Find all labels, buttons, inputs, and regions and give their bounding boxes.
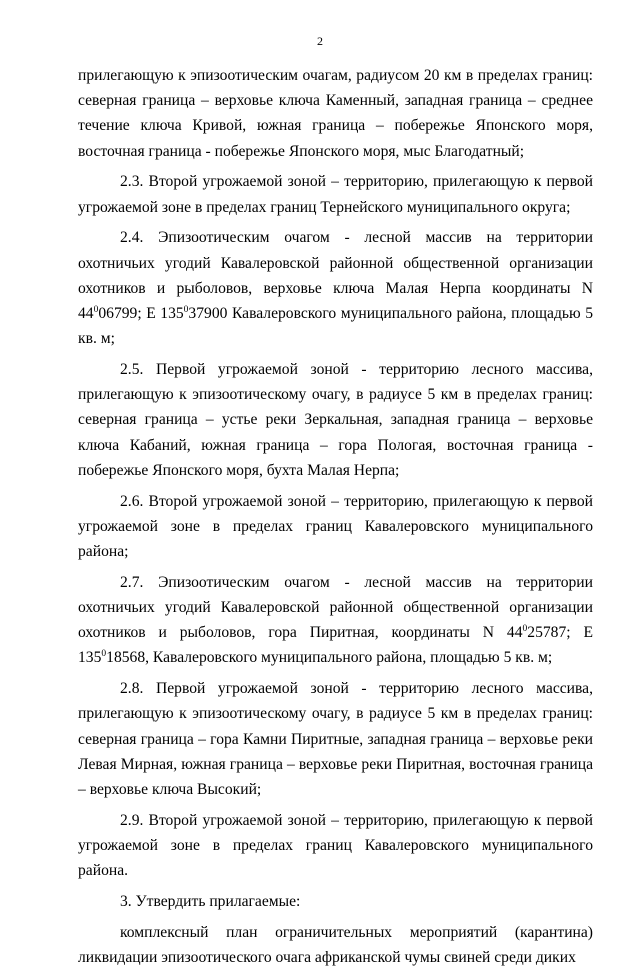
paragraph-2-7-text: 2.7. Эпизоотическим очагом - лесной массив на территории охотничьих угодий Кавалеровской районной общественной организации охотников и рыболовов, гора Пиритная, координаты N 44 [78, 573, 593, 642]
degree-superscript: 0 [183, 305, 189, 316]
paragraph-3: 3. Утвердить прилагаемые: [120, 893, 301, 911]
paragraph-2-7 [78, 570, 593, 671]
paragraph-2-7-text: 25787; E 135 [78, 624, 593, 667]
paragraph-2-5: 2.5. Первой угрожаемой зоной - территорию лесного массива, прилегающую к эпизоотическому очагу, в радиусе 5 км в пределах границ: северная граница – устье реки Зеркальная, западная граница – верховье ключа Кабаний, южная граница – гора Пологая, восточная граница - побережье Японского моря, бухта Малая Нерпа; [78, 361, 593, 479]
paragraph-2-6: 2.6. Второй угрожаемой зоной – территорию, прилегающую к первой угрожаемой зоне в пределах границ Кавалеровского муниципального района; [78, 492, 593, 561]
paragraph-2-9: 2.9. Второй угрожаемой зоной – территорию, прилегающую к первой угрожаемой зоне в пределах границ Кавалеровского муниципального района. [78, 811, 593, 880]
paragraph-zone-boundaries-continued: прилегающую к эпизоотическим очагам, радиусом 20 км в пределах границ: северная граница – верховье ключа Каменный, западная граница – среднее течение ключа Кривой, южная граница – побережье Японского моря, восточная граница - побережье Японского моря, мыс Благодатный; [78, 67, 593, 160]
degree-superscript: 0 [93, 305, 99, 316]
page-number: 2 [317, 34, 323, 48]
paragraph-2-8: 2.8. Первой угрожаемой зоной - территорию лесного массива, прилегающую к эпизоотическому очагу, в радиусе 5 км в пределах границ: северная граница – гора Камни Пиритные, западная граница – верховье реки Левая Мирная, южная граница – верховье реки Пиритная, восточная граница – верховье ключа Высокий; [78, 680, 593, 799]
paragraph-2-4 [78, 225, 593, 351]
paragraph-2-3: 2.3. Второй угрожаемой зоной – территорию, прилегающую к первой угрожаемой зоне в пределах границ Тернейского муниципального округа; [78, 173, 593, 216]
paragraph-2-7-text: 18568, Кавалеровского муниципального района, площадью 5 кв. м; [106, 649, 553, 667]
paragraph-2-4-text: 37900 Кавалеровского муниципального района, площадью 5 кв. м; [78, 305, 593, 348]
paragraph-2-4-text: 06799; E 135 [98, 305, 184, 323]
degree-superscript: 0 [522, 624, 528, 635]
paragraph-complex-plan: комплексный план ограничительных мероприятий (карантина) ликвидации эпизоотического очага африканской чумы свиней среди диких [78, 923, 593, 967]
paragraph-2-4-text: 2.4. Эпизоотическим очагом - лесной массив на территории охотничьих угодий Кавалеровской районной общественной организации охотников и рыболовов, верховье ключа Малая Нерпа координаты N 44 [78, 229, 593, 323]
document-body [78, 63, 593, 970]
degree-superscript: 0 [101, 649, 107, 660]
